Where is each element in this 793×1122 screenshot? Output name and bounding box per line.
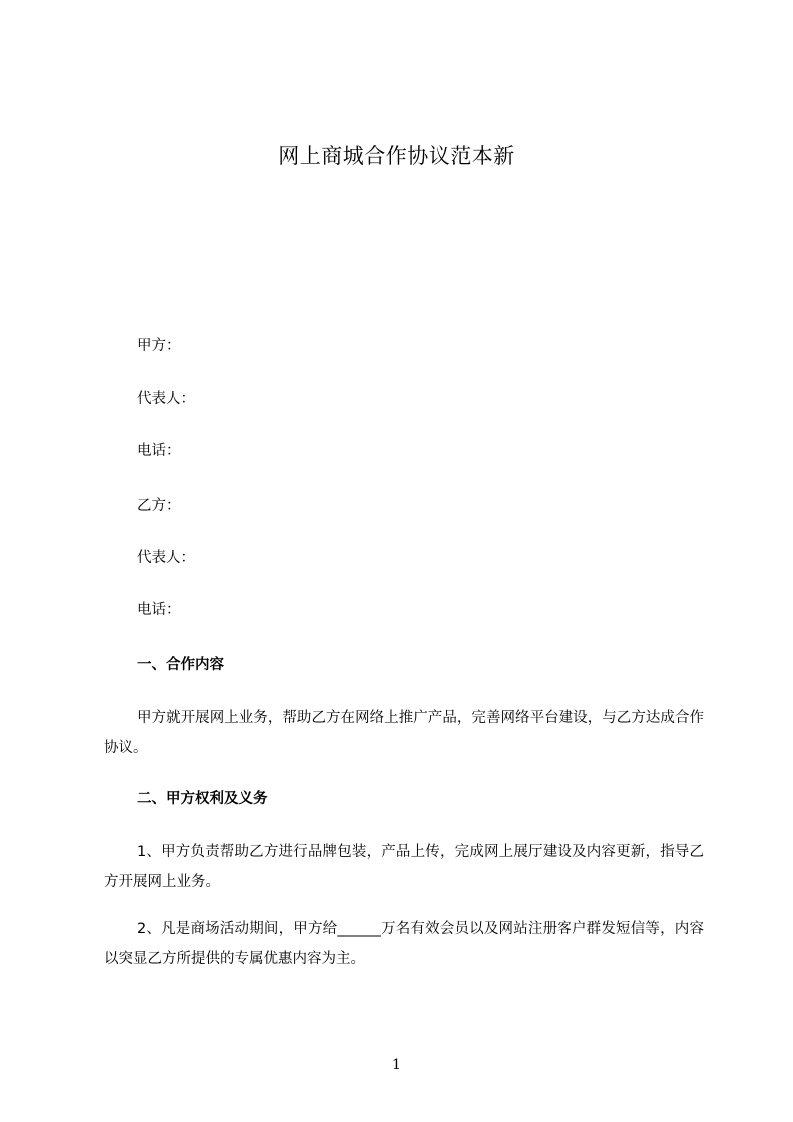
party-b-representative-label: 代表人： <box>137 550 195 566</box>
party-b-label: 乙方： <box>137 498 181 514</box>
section-2-paragraph-2: 2、凡是商场活动期间，甲方给______万名有效会员以及网站注册客户群发短信等，内容以突显乙方所提供的专属优惠内容为主。 <box>104 921 704 967</box>
section-heading-cooperation-content: 一、合作内容 <box>137 657 224 673</box>
section-2-paragraph-1: 1、甲方负责帮助乙方进行品牌包装，产品上传，完成网上展厅建设及内容更新，指导乙方开展网上业务。 <box>104 844 704 890</box>
party-a-phone-label: 电话： <box>137 443 181 459</box>
page-number: 1 <box>392 1057 401 1073</box>
section-heading-party-a-rights: 二、甲方权利及义务 <box>137 791 268 807</box>
party-a-label: 甲方： <box>137 338 181 354</box>
party-a-representative-label: 代表人： <box>137 391 195 407</box>
party-b-phone-label: 电话： <box>137 602 181 618</box>
document-title: 网上商城合作协议范本新 <box>278 144 515 168</box>
section-1-paragraph: 甲方就开展网上业务，帮助乙方在网络上推广产品，完善网络平台建设，与乙方达成合作协议。 <box>104 710 704 756</box>
